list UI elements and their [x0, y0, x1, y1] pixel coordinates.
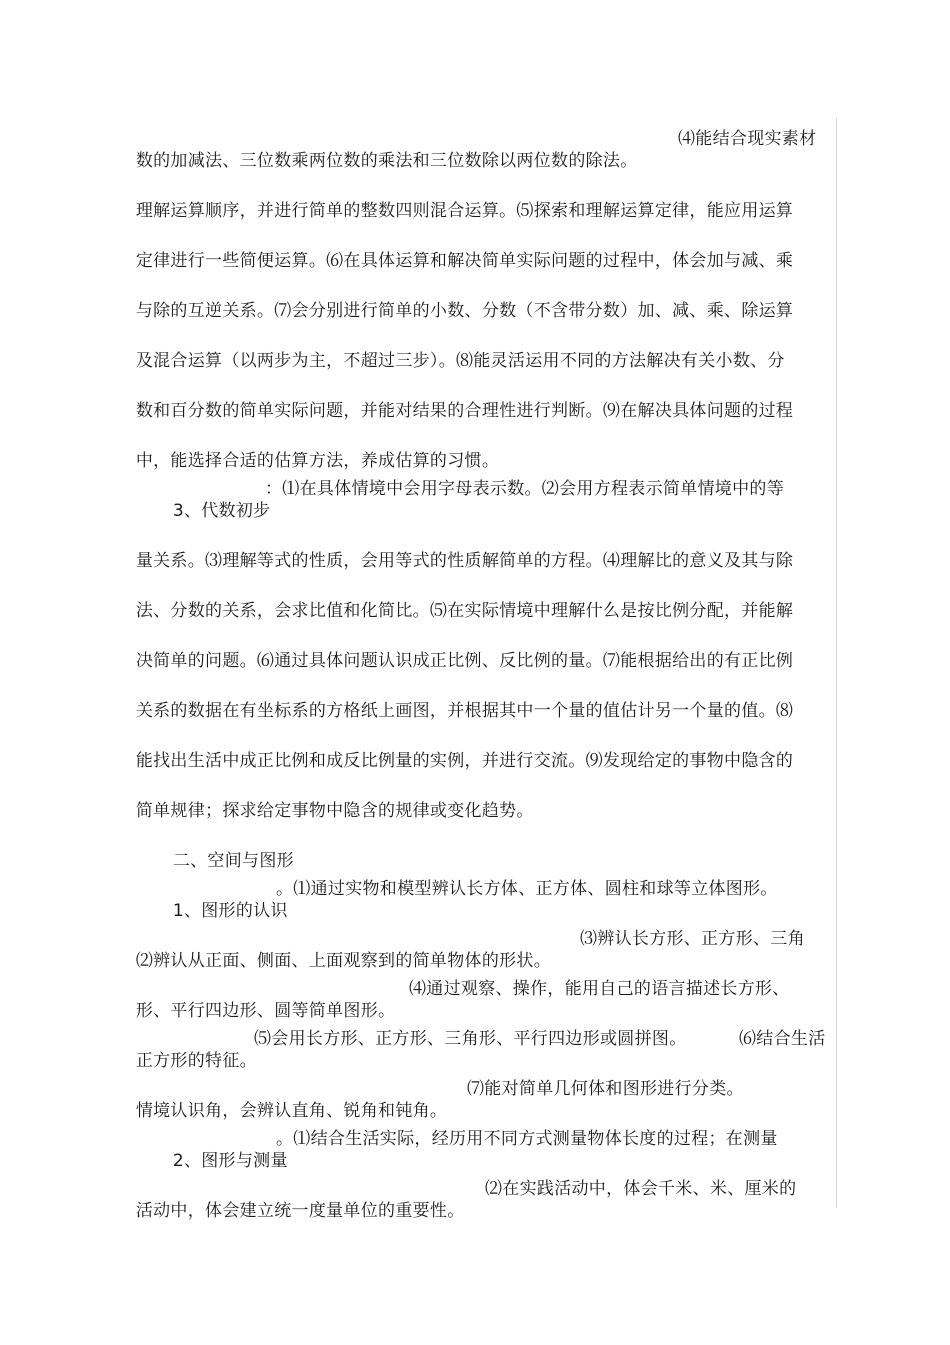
- text-segment: 定律进行一些简便运算。⑹在具体运算和解决简单实际问题的过程中，体会加与减、乘: [135, 251, 794, 271]
- text-segment: 形、平行四边形、圆等简单图形。: [135, 1001, 396, 1021]
- text-segment: 关系的数据在有坐标系的方格纸上画图，并根据其中一个量的值估计另一个量的值。⑻: [135, 701, 794, 721]
- text-segment: ⑷通过观察、操作，能用自己的语言描述长方形、: [409, 979, 790, 999]
- text-segment: 能找出生活中成正比例和成反比例量的实例，并进行交流。⑼发现给定的事物中隐含的: [135, 751, 794, 771]
- section-heading-text: 二、空间与图形: [172, 851, 294, 871]
- text-segment: 量关系。⑶理解等式的性质，会用等式的性质解简单的方程。⑷理解比的意义及其与除: [135, 551, 794, 571]
- text-segment: 与除的互逆关系。⑺会分别进行简单的小数、分数（不含带分数）加、减、乘、除运算: [135, 301, 794, 321]
- text-segment: 数和百分数的简单实际问题，并能对结果的合理性进行判断。⑼在解决具体问题的过程: [135, 401, 794, 421]
- text-segment: 及混合运算（以两步为主，不超过三步）。⑻能灵活运用不同的方法解决有关小数、分: [135, 351, 785, 371]
- text-segment: 情境认识角，会辨认直角、锐角和钝角。: [135, 1101, 448, 1121]
- text-segment: 正方形的特征。: [135, 1051, 257, 1071]
- text-segment: 决简单的问题。⑹通过具体问题认识成正比例、反比例的量。⑺能根据给出的有正比例: [135, 651, 794, 671]
- section-heading: 2、图形与测量: [172, 1151, 288, 1171]
- text-segment: ⑵在实践活动中，体会千米、米、厘米的: [485, 1179, 797, 1199]
- section-heading: 1、图形的认识: [172, 901, 288, 921]
- text-segment: 。⑴结合生活实际，经历用不同方式测量物体长度的过程；在测量: [276, 1129, 778, 1149]
- page-margin-rule: [836, 118, 837, 1208]
- text-segment: ⑸会用长方形、正方形、三角形、平行四边形或圆拼图。: [254, 1029, 687, 1049]
- text-segment: 中，能选择合适的估算方法，养成估算的习惯。: [135, 451, 500, 471]
- text-segment: ⑷能结合现实素材: [678, 129, 817, 149]
- section-heading: 3、代数初步: [172, 501, 271, 521]
- text-line: [113, 1178, 797, 1266]
- text-segment: 简单规律；探求给定事物中隐含的规律或变化趋势。: [135, 801, 534, 821]
- text-segment: ⑶辨认长方形、正方形、三角: [580, 929, 805, 949]
- text-segment: ⑵辨认从正面、侧面、上面观察到的简单物体的形状。: [135, 951, 552, 971]
- text-segment: 法、分数的关系，会求比值和化简比。⑸在实际情境中理解什么是按比例分配，并能解: [135, 601, 794, 621]
- text-segment: 。⑴通过实物和模型辨认长方体、正方体、圆柱和球等立体图形。: [276, 879, 778, 899]
- text-segment: ：⑴在具体情境中会用字母表示数。⑵会用方程表示简单情境中的等: [265, 479, 784, 499]
- text-segment: 数的加减法、三位数乘两位数的乘法和三位数除以两位数的除法。: [135, 151, 638, 171]
- text-segment: ⑹结合生活: [739, 1029, 826, 1049]
- text-segment: ⑺能对简单几何体和图形进行分类。: [467, 1079, 744, 1099]
- text-segment: 活动中，体会建立统一度量单位的重要性。: [135, 1201, 465, 1221]
- text-segment: 理解运算顺序，并进行简单的整数四则混合运算。⑸探索和理解运算定律，能应用运算: [135, 201, 794, 221]
